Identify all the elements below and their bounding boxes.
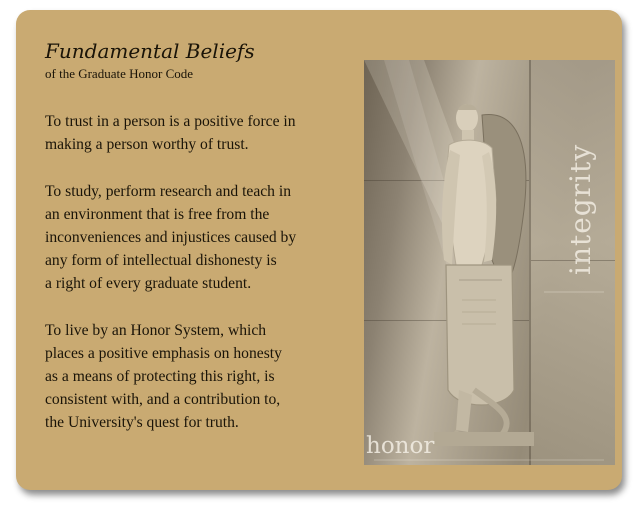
card-subtitle: of the Graduate Honor Code (45, 66, 194, 81)
belief-paragraph-honor-system: To live by an Honor System, which places a positive emphasis on honesty as a means of protecting this right, is consistent with, and a contribution to, the University's quest for truth. (45, 322, 282, 431)
statue-photo (364, 60, 615, 465)
belief-paragraph-study: To study, perform research and teach in an environment that is free from the inconveniences and injustices caused by any form of intellectual dishonesty is a right of every graduate student. (45, 183, 297, 292)
honor-label: honor (366, 433, 435, 459)
beliefs-text (45, 110, 355, 458)
belief-paragraph-trust: To trust in a person is a positive force in making a person worthy of trust. (45, 113, 296, 153)
card-title: Fundamental Beliefs (45, 39, 255, 63)
honor-code-card (16, 10, 622, 490)
integrity-label: integrity (564, 143, 597, 275)
